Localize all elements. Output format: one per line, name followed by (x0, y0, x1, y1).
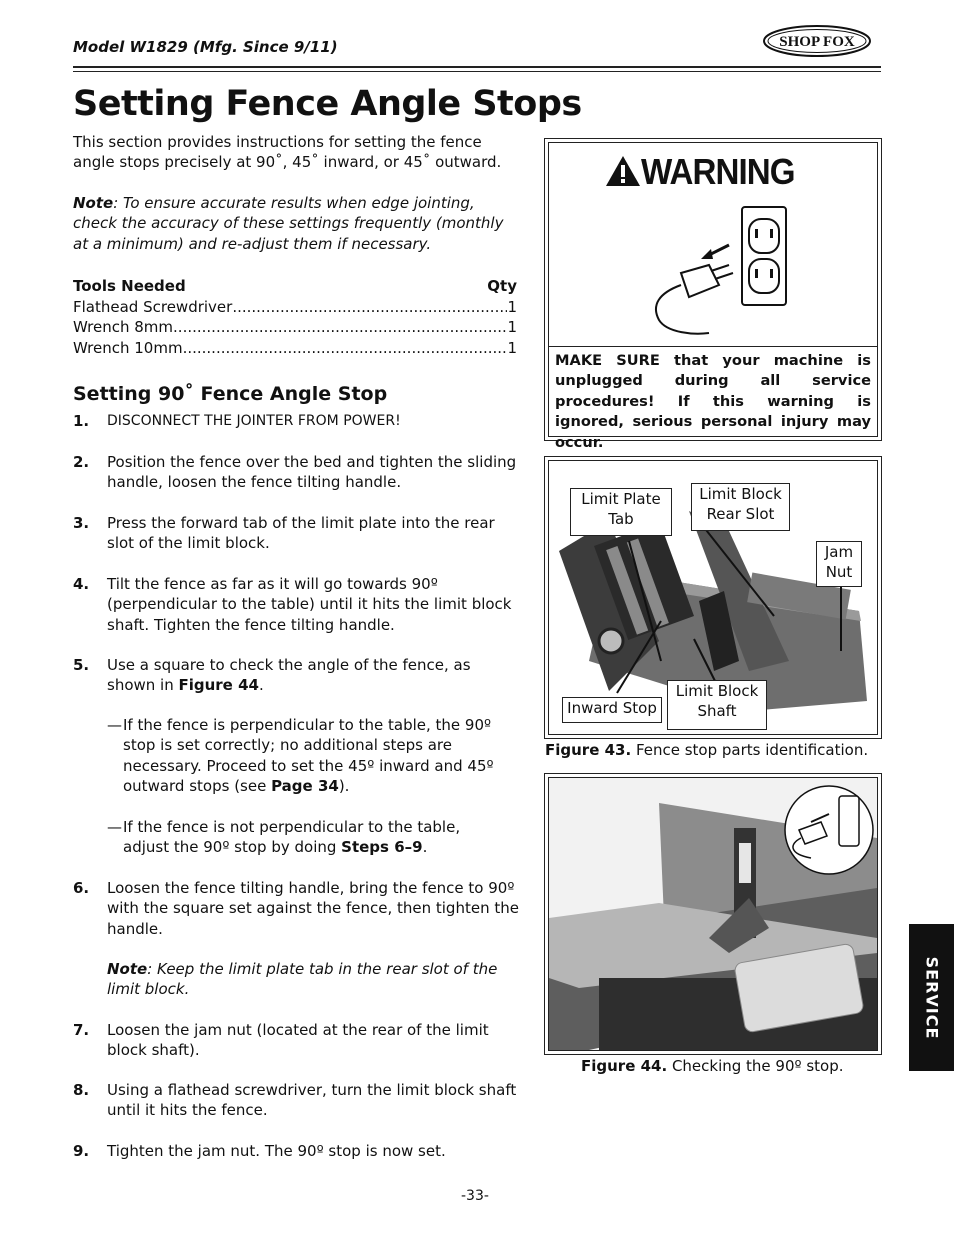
step-text: Press the forward tab of the limit plate into the rear slot of the limit block. (107, 514, 495, 553)
figure-43-photo (548, 460, 878, 735)
tool-qty: 1 (507, 338, 517, 357)
tools-needed-table (73, 276, 517, 358)
tools-header (73, 276, 517, 297)
warning-box (544, 138, 882, 451)
step-number: 5. (73, 656, 90, 674)
step-6 (73, 878, 519, 939)
note-paragraph (73, 193, 518, 254)
section-tab (909, 924, 954, 1071)
step-number: 6. (73, 879, 90, 897)
substep-text-part: . (422, 838, 428, 857)
warning-inner (548, 142, 878, 451)
tool-row (73, 317, 517, 338)
tool-row (73, 297, 517, 318)
tool-qty: 1 (507, 297, 517, 316)
substep-text-part: If the fence is perpendicular to the table, the 90º stop is set correctly; no additional steps are necessary. Proceed to set the 45º inward and 45º outward stops (see (123, 716, 494, 795)
callout-inward-stop: Inward Stop (562, 697, 662, 723)
callout-jam-nut: Jam Nut (816, 541, 862, 587)
step-6-note (107, 959, 507, 1000)
tool-name: Wrench 8mm (73, 318, 174, 336)
section-tab-label: SERVICE (922, 956, 941, 1039)
step-5-substep-b (107, 817, 507, 858)
step-text-part: Use a square to check the angle of the fence, as shown in (107, 656, 471, 695)
step-5 (73, 655, 519, 696)
section-heading: Setting 90˚ Fence Angle Stop (73, 383, 388, 405)
callout-limit-block-rear-slot: Limit Block Rear Slot (691, 483, 790, 531)
step-9 (73, 1141, 519, 1161)
step-7 (73, 1020, 519, 1061)
warning-text: MAKE SURE that your machine is unplugged during all service procedures! If this warning is ignored, serious personal injury may occur. (549, 346, 877, 453)
step-5-substep-a (107, 715, 507, 796)
caption-label: Figure 43. (545, 741, 632, 759)
step-text-part: . (258, 676, 264, 695)
note-label: Note (107, 960, 148, 978)
tool-row (73, 338, 517, 359)
step-3 (73, 513, 519, 554)
header-rule-thin (73, 71, 881, 72)
step-number: 9. (73, 1142, 90, 1160)
tools-header-label: Tools Needed (73, 277, 186, 295)
step-1 (73, 411, 519, 431)
figure-44-photo (548, 777, 878, 1051)
substep-text-part: If the fence is not perpendicular to the table, adjust the 90º stop by doing (123, 818, 461, 857)
dash: — (107, 818, 122, 836)
header-rule (73, 66, 881, 68)
step-8 (73, 1080, 519, 1121)
step-number: 1. (73, 412, 90, 430)
callout-limit-plate-tab: Limit Plate Tab (570, 488, 672, 536)
step-text: Position the fence over the bed and tighten the sliding handle, loosen the fence tilting handle. (107, 453, 517, 492)
substep-text-part: ). (338, 776, 350, 795)
tool-name: Flathead Screwdriver (73, 297, 233, 316)
step-text: Loosen the jam nut (located at the rear of the limit block shaft). (107, 1021, 489, 1060)
step-text: Tilt the fence as far as it will go towards 90º (perpendicular to the table) until it hits the limit block shaft. Tighten the fence tilting handle. (107, 575, 512, 634)
substep-text (123, 715, 507, 796)
callout-limit-block-shaft: Limit Block Shaft (667, 680, 767, 730)
note-text: : Keep the limit plate tab in the rear slot of the limit block. (107, 960, 498, 999)
page-title: Setting Fence Angle Stops (73, 84, 582, 124)
page-number: -33- (461, 1188, 489, 1204)
page-reference: Page 34 (271, 776, 339, 795)
intro-paragraph: This section provides instructions for setting the fence angle stops precisely at 90˚, 45˚ inward, or 45˚ outward. (73, 133, 502, 172)
checking-stop-photo (549, 778, 877, 1050)
model-header: Model W1829 (Mfg. Since 9/11) (73, 38, 338, 56)
tools-qty-header: Qty (487, 277, 517, 295)
dash: — (107, 716, 122, 734)
step-number: 2. (73, 453, 90, 471)
shop-fox-logo (762, 24, 872, 58)
step-number: 7. (73, 1021, 90, 1039)
svg-text:SHOP FOX: SHOP FOX (779, 34, 855, 50)
figure-reference: Figure 44 (178, 676, 259, 695)
caption-text: Fence stop parts identification. (631, 741, 869, 759)
tool-name: Wrench 10mm (73, 338, 183, 357)
step-4 (73, 574, 519, 635)
step-number: 3. (73, 514, 90, 532)
step-text (107, 655, 519, 696)
note-text: : To ensure accurate results when edge jointing, check the accuracy of these settings frequently (monthly at a minimum) and re-adjust them if necessary. (73, 194, 504, 253)
steps-reference: Steps 6–9 (341, 838, 423, 857)
figure-43-caption (545, 741, 868, 759)
caption-label: Figure 44. (581, 1057, 668, 1075)
step-text: Using a flathead screwdriver, turn the limit block shaft until it hits the fence. (107, 1081, 517, 1120)
unplug-outlet-icon (649, 205, 789, 340)
figure-43 (544, 456, 882, 739)
step-text: DISCONNECT THE JOINTER FROM POWER! (107, 413, 401, 429)
warning-title: WARNING (641, 151, 795, 192)
caption-text: Checking the 90º stop. (667, 1057, 844, 1075)
figure-44 (544, 773, 882, 1055)
note-label: Note (73, 194, 114, 212)
tool-qty: 1 (507, 318, 517, 336)
step-number: 4. (73, 575, 90, 593)
substep-text (123, 817, 507, 858)
step-2 (73, 452, 519, 493)
step-text: Tighten the jam nut. The 90º stop is now set. (107, 1142, 446, 1160)
figure-44-caption (581, 1057, 844, 1075)
step-text: Loosen the fence tilting handle, bring the fence to 90º with the square set against the fence, then tighten the handle. (107, 879, 519, 938)
step-number: 8. (73, 1081, 90, 1099)
warning-triangle-icon (605, 155, 641, 187)
